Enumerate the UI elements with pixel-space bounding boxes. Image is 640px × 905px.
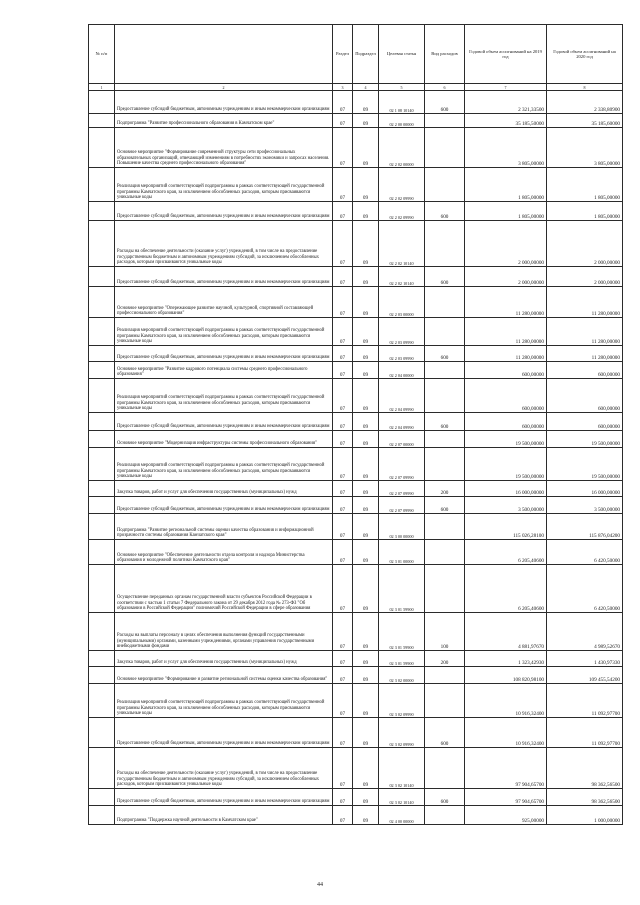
vid-cell bbox=[425, 748, 465, 789]
amount-2019-cell: 10 916,32400 bbox=[465, 684, 547, 718]
name-cell: Расходы на обеспечение деятельности (оказание услуг) учреждений, в том числе на предоставление государственным бюджетным и автономным учреждениям субсидий, за исключением обособленных расходов, которым присваиваются уникальные коды bbox=[115, 221, 333, 267]
num-cell bbox=[89, 481, 115, 497]
num-cell bbox=[89, 168, 115, 202]
amount-2020-cell: 1 000,00000 bbox=[547, 806, 623, 825]
razdel-cell: 07 bbox=[333, 267, 353, 287]
amount-2020-cell: 11 280,00000 bbox=[547, 318, 623, 346]
name-cell: Предоставление субсидий бюджетным, автономным учреждениям и иным некоммерческим организациям bbox=[115, 413, 333, 431]
table-row bbox=[89, 789, 623, 806]
amount-2019-cell: 115 026,28100 bbox=[465, 514, 547, 540]
vid-cell bbox=[425, 128, 465, 168]
num-cell bbox=[89, 267, 115, 287]
podrazdel-cell: 09 bbox=[353, 514, 379, 540]
podrazdel-cell: 09 bbox=[353, 221, 379, 267]
target-cell: 02 2 07 09990 bbox=[379, 448, 425, 481]
amount-2020-cell: 2 000,00000 bbox=[547, 221, 623, 267]
vid-cell bbox=[425, 318, 465, 346]
podrazdel-cell: 09 bbox=[353, 497, 379, 514]
num-cell bbox=[89, 287, 115, 318]
amount-2019-cell: 3 500,00000 bbox=[465, 497, 547, 514]
target-cell: 02 2 02 09990 bbox=[379, 168, 425, 202]
amount-2020-cell: 19 500,00000 bbox=[547, 448, 623, 481]
amount-2019-cell: 2 321,33500 bbox=[465, 91, 547, 114]
vid-cell: 600 bbox=[425, 718, 465, 748]
amount-2020-cell: 2 338,80900 bbox=[547, 91, 623, 114]
razdel-cell: 07 bbox=[333, 431, 353, 448]
target-cell: 02 2 02 00000 bbox=[379, 128, 425, 168]
vid-cell: 600 bbox=[425, 789, 465, 806]
num-cell bbox=[89, 128, 115, 168]
table-body bbox=[89, 91, 623, 825]
razdel-cell: 07 bbox=[333, 748, 353, 789]
razdel-cell: 07 bbox=[333, 540, 353, 565]
amount-2020-cell: 600,00000 bbox=[547, 379, 623, 413]
podrazdel-cell: 09 bbox=[353, 718, 379, 748]
table-row bbox=[89, 114, 623, 128]
table-row bbox=[89, 168, 623, 202]
podrazdel-cell: 09 bbox=[353, 202, 379, 221]
podrazdel-cell: 09 bbox=[353, 114, 379, 128]
vid-cell: 200 bbox=[425, 651, 465, 667]
num-cell bbox=[89, 684, 115, 718]
num-cell bbox=[89, 318, 115, 346]
table-row bbox=[89, 667, 623, 684]
amount-2019-cell: 97 904,65700 bbox=[465, 789, 547, 806]
podrazdel-cell: 09 bbox=[353, 267, 379, 287]
amount-2019-cell: 6 205,40600 bbox=[465, 540, 547, 565]
vid-cell bbox=[425, 565, 465, 613]
podrazdel-cell: 09 bbox=[353, 448, 379, 481]
num-cell bbox=[89, 789, 115, 806]
amount-2019-cell: 3 805,00000 bbox=[465, 128, 547, 168]
name-cell: Закупка товаров, работ и услуг для обеспечения государственных (муниципальных) нужд bbox=[115, 651, 333, 667]
table-row bbox=[89, 431, 623, 448]
amount-2019-cell: 97 904,65700 bbox=[465, 748, 547, 789]
amount-2019-cell: 600,00000 bbox=[465, 362, 547, 379]
table-header-row bbox=[89, 25, 623, 84]
razdel-cell: 07 bbox=[333, 346, 353, 362]
name-cell: Реализация мероприятий соответствующей подпрограммы в рамках соответствующей государственной программы Камчатского края, за исключением обособленных расходов, которым присваиваются уникальные коды bbox=[115, 318, 333, 346]
razdel-cell: 07 bbox=[333, 481, 353, 497]
amount-2020-cell: 3 500,00000 bbox=[547, 497, 623, 514]
podrazdel-cell: 09 bbox=[353, 667, 379, 684]
vid-cell: 600 bbox=[425, 346, 465, 362]
num-cell bbox=[89, 667, 115, 684]
amount-2019-cell: 16 000,00000 bbox=[465, 481, 547, 497]
amount-2020-cell: 11 092,97700 bbox=[547, 684, 623, 718]
num-cell bbox=[89, 540, 115, 565]
target-cell: 02 3 00 00000 bbox=[379, 514, 425, 540]
target-cell: 02 3 02 10140 bbox=[379, 748, 425, 789]
target-cell: 02 2 02 10140 bbox=[379, 221, 425, 267]
amount-2020-cell: 600,00000 bbox=[547, 362, 623, 379]
name-cell: Основное мероприятие "Формирование и развитие региональной системы оценки качества образования" bbox=[115, 667, 333, 684]
num-cell bbox=[89, 362, 115, 379]
table-row bbox=[89, 514, 623, 540]
name-cell: Реализация мероприятий соответствующей подпрограммы в рамках соответствующей государственной программы Камчатского края, за исключением обособленных расходов, которым присваиваются уникальные коды bbox=[115, 379, 333, 413]
amount-2019-cell: 11 280,00000 bbox=[465, 287, 547, 318]
razdel-cell: 07 bbox=[333, 168, 353, 202]
podrazdel-cell: 09 bbox=[353, 346, 379, 362]
amount-2019-cell: 1 323,42930 bbox=[465, 651, 547, 667]
razdel-cell: 07 bbox=[333, 114, 353, 128]
table-row bbox=[89, 346, 623, 362]
amount-2019-cell: 35 185,50000 bbox=[465, 114, 547, 128]
target-cell: 02 2 03 09990 bbox=[379, 346, 425, 362]
column-index-row bbox=[89, 84, 623, 91]
target-cell: 02 3 01 59900 bbox=[379, 651, 425, 667]
podrazdel-cell: 09 bbox=[353, 565, 379, 613]
num-cell bbox=[89, 221, 115, 267]
target-cell: 02 2 03 00000 bbox=[379, 287, 425, 318]
amount-2019-cell: 19 500,00000 bbox=[465, 431, 547, 448]
table-row bbox=[89, 128, 623, 168]
name-cell: Подпрограмма "Поддержка научной деятельности в Камчатском крае" bbox=[115, 806, 333, 825]
header-num: № п/п bbox=[89, 25, 115, 84]
podrazdel-cell: 09 bbox=[353, 748, 379, 789]
razdel-cell: 07 bbox=[333, 128, 353, 168]
amount-2019-cell: 1 805,00000 bbox=[465, 168, 547, 202]
target-cell: 02 2 07 09990 bbox=[379, 481, 425, 497]
vid-cell bbox=[425, 514, 465, 540]
header-podrazdel: Подраздел bbox=[353, 25, 379, 84]
podrazdel-cell: 09 bbox=[353, 128, 379, 168]
razdel-cell: 07 bbox=[333, 91, 353, 114]
table-row bbox=[89, 565, 623, 613]
amount-2019-cell: 1 805,00000 bbox=[465, 202, 547, 221]
amount-2020-cell: 1 805,00000 bbox=[547, 168, 623, 202]
num-cell bbox=[89, 497, 115, 514]
podrazdel-cell: 09 bbox=[353, 287, 379, 318]
table-row bbox=[89, 481, 623, 497]
table-row bbox=[89, 287, 623, 318]
target-cell: 02 2 00 00000 bbox=[379, 114, 425, 128]
name-cell: Подпрограмма "Развитие региональной системы оценки качества образования и информационной прозрачности системы образования Камчатского края" bbox=[115, 514, 333, 540]
amount-2020-cell: 2 000,00000 bbox=[547, 267, 623, 287]
name-cell: Расходы на обеспечение деятельности (оказание услуг) учреждений, в том числе на предоставление государственным бюджетным и автономным учреждениям субсидий, за исключением обособленных расходов, которым присваиваются уникальные коды bbox=[115, 748, 333, 789]
razdel-cell: 07 bbox=[333, 362, 353, 379]
target-cell: 02 2 04 09990 bbox=[379, 413, 425, 431]
razdel-cell: 07 bbox=[333, 202, 353, 221]
table-row bbox=[89, 748, 623, 789]
name-cell: Предоставление субсидий бюджетным, автономным учреждениям и иным некоммерческим организациям bbox=[115, 497, 333, 514]
amount-2020-cell: 98 362,56500 bbox=[547, 748, 623, 789]
vid-cell bbox=[425, 540, 465, 565]
vid-cell: 600 bbox=[425, 202, 465, 221]
name-cell: Основное мероприятие "Развитие кадрового потенциала системы среднего профессионального образования" bbox=[115, 362, 333, 379]
header-2020: Годовой объем ассигнований на 2020 год bbox=[547, 25, 623, 84]
amount-2020-cell: 3 805,00000 bbox=[547, 128, 623, 168]
target-cell: 02 3 02 09990 bbox=[379, 684, 425, 718]
amount-2019-cell: 600,00000 bbox=[465, 379, 547, 413]
podrazdel-cell: 09 bbox=[353, 789, 379, 806]
name-cell: Основное мероприятие "Опережающее развитие научной, культурной, спортивной составляющей профессионального образования" bbox=[115, 287, 333, 318]
target-cell: 02 2 04 00000 bbox=[379, 362, 425, 379]
name-cell: Предоставление субсидий бюджетным, автономным учреждениям и иным некоммерческим организациям bbox=[115, 789, 333, 806]
amount-2020-cell: 6 420,50000 bbox=[547, 565, 623, 613]
razdel-cell: 07 bbox=[333, 514, 353, 540]
num-cell bbox=[89, 514, 115, 540]
amount-2020-cell: 600,00000 bbox=[547, 413, 623, 431]
num-cell bbox=[89, 448, 115, 481]
table-row bbox=[89, 497, 623, 514]
header-target: Целевая статья bbox=[379, 25, 425, 84]
amount-2019-cell: 11 280,00000 bbox=[465, 346, 547, 362]
amount-2020-cell: 16 000,00000 bbox=[547, 481, 623, 497]
vid-cell: 600 bbox=[425, 267, 465, 287]
razdel-cell: 07 bbox=[333, 413, 353, 431]
header-razdel: Раздел bbox=[333, 25, 353, 84]
target-cell: 02 2 04 09990 bbox=[379, 379, 425, 413]
target-cell: 02 3 01 59900 bbox=[379, 565, 425, 613]
amount-2020-cell: 115 876,04200 bbox=[547, 514, 623, 540]
vid-cell bbox=[425, 448, 465, 481]
vid-cell bbox=[425, 379, 465, 413]
amount-2020-cell: 1 430,97330 bbox=[547, 651, 623, 667]
name-cell: Основное мероприятие "Обеспечение деятельности отдела контроля и надзора Министерства образования и молодежной политики Камчатского края" bbox=[115, 540, 333, 565]
amount-2019-cell: 925,00000 bbox=[465, 806, 547, 825]
amount-2019-cell: 108 820,98100 bbox=[465, 667, 547, 684]
num-cell bbox=[89, 379, 115, 413]
vid-cell: 600 bbox=[425, 413, 465, 431]
table-row bbox=[89, 540, 623, 565]
vid-cell bbox=[425, 287, 465, 318]
name-cell: Подпрограмма "Развитие профессионального образования в Камчатском крае" bbox=[115, 114, 333, 128]
column-index: 2 bbox=[115, 84, 333, 91]
target-cell: 02 2 07 09990 bbox=[379, 497, 425, 514]
razdel-cell: 07 bbox=[333, 806, 353, 825]
num-cell bbox=[89, 565, 115, 613]
amount-2019-cell: 600,00000 bbox=[465, 413, 547, 431]
razdel-cell: 07 bbox=[333, 651, 353, 667]
vid-cell bbox=[425, 431, 465, 448]
amount-2020-cell: 98 362,56500 bbox=[547, 789, 623, 806]
name-cell: Закупка товаров, работ и услуг для обеспечения государственных (муниципальных) нужд bbox=[115, 481, 333, 497]
razdel-cell: 07 bbox=[333, 448, 353, 481]
amount-2019-cell: 11 280,00000 bbox=[465, 318, 547, 346]
razdel-cell: 07 bbox=[333, 497, 353, 514]
vid-cell: 600 bbox=[425, 497, 465, 514]
amount-2020-cell: 19 500,00000 bbox=[547, 431, 623, 448]
razdel-cell: 07 bbox=[333, 613, 353, 651]
podrazdel-cell: 09 bbox=[353, 318, 379, 346]
name-cell: Реализация мероприятий соответствующей подпрограммы в рамках соответствующей государственной программы Камчатского края, за исключением обособленных расходов, которым присваиваются уникальные коды bbox=[115, 684, 333, 718]
razdel-cell: 07 bbox=[333, 718, 353, 748]
podrazdel-cell: 09 bbox=[353, 481, 379, 497]
table-row bbox=[89, 91, 623, 114]
target-cell: 02 2 03 09990 bbox=[379, 318, 425, 346]
table-row bbox=[89, 684, 623, 718]
vid-cell bbox=[425, 806, 465, 825]
podrazdel-cell: 09 bbox=[353, 362, 379, 379]
header-name bbox=[115, 25, 333, 84]
amount-2020-cell: 6 420,50000 bbox=[547, 540, 623, 565]
table-row bbox=[89, 379, 623, 413]
target-cell: 02 4 00 00000 bbox=[379, 806, 425, 825]
column-index: 8 bbox=[547, 84, 623, 91]
amount-2020-cell: 11 092,97700 bbox=[547, 718, 623, 748]
table-row bbox=[89, 806, 623, 825]
razdel-cell: 07 bbox=[333, 684, 353, 718]
target-cell: 02 1 08 10140 bbox=[379, 91, 425, 114]
podrazdel-cell: 09 bbox=[353, 168, 379, 202]
target-cell: 02 3 01 59900 bbox=[379, 613, 425, 651]
target-cell: 02 3 02 00000 bbox=[379, 667, 425, 684]
num-cell bbox=[89, 202, 115, 221]
name-cell: Предоставление субсидий бюджетным, автономным учреждениям и иным некоммерческим организациям bbox=[115, 346, 333, 362]
razdel-cell: 07 bbox=[333, 789, 353, 806]
podrazdel-cell: 09 bbox=[353, 379, 379, 413]
amount-2019-cell: 19 500,00000 bbox=[465, 448, 547, 481]
name-cell: Предоставление субсидий бюджетным, автономным учреждениям и иным некоммерческим организациям bbox=[115, 718, 333, 748]
table-row bbox=[89, 318, 623, 346]
vid-cell: 100 bbox=[425, 613, 465, 651]
amount-2020-cell: 109 455,54200 bbox=[547, 667, 623, 684]
column-index: 7 bbox=[465, 84, 547, 91]
column-index: 4 bbox=[353, 84, 379, 91]
target-cell: 02 2 07 00000 bbox=[379, 431, 425, 448]
vid-cell bbox=[425, 114, 465, 128]
amount-2020-cell: 1 805,00000 bbox=[547, 202, 623, 221]
num-cell bbox=[89, 651, 115, 667]
vid-cell bbox=[425, 684, 465, 718]
podrazdel-cell: 09 bbox=[353, 684, 379, 718]
num-cell bbox=[89, 806, 115, 825]
amount-2020-cell: 11 280,00000 bbox=[547, 346, 623, 362]
column-index: 1 bbox=[89, 84, 115, 91]
table-row bbox=[89, 202, 623, 221]
target-cell: 02 3 02 10140 bbox=[379, 789, 425, 806]
name-cell: Реализация мероприятий соответствующей подпрограммы в рамках соответствующей государственной программы Камчатского края, за исключением обособленных расходов, которым присваиваются уникальные коды bbox=[115, 448, 333, 481]
target-cell: 02 3 01 00000 bbox=[379, 540, 425, 565]
razdel-cell: 07 bbox=[333, 318, 353, 346]
podrazdel-cell: 09 bbox=[353, 431, 379, 448]
num-cell bbox=[89, 613, 115, 651]
podrazdel-cell: 09 bbox=[353, 806, 379, 825]
num-cell bbox=[89, 91, 115, 114]
num-cell bbox=[89, 431, 115, 448]
vid-cell bbox=[425, 667, 465, 684]
table-row bbox=[89, 651, 623, 667]
header-vid: Вид расходов bbox=[425, 25, 465, 84]
amount-2019-cell: 10 916,32400 bbox=[465, 718, 547, 748]
podrazdel-cell: 09 bbox=[353, 91, 379, 114]
num-cell bbox=[89, 748, 115, 789]
amount-2019-cell: 2 000,00000 bbox=[465, 221, 547, 267]
amount-2020-cell: 35 185,60000 bbox=[547, 114, 623, 128]
target-cell: 02 2 02 09990 bbox=[379, 202, 425, 221]
podrazdel-cell: 09 bbox=[353, 613, 379, 651]
name-cell: Реализация мероприятий соответствующей подпрограммы в рамках соответствующей государственной программы Камчатского края, за исключением обособленных расходов, которым присваиваются уникальные коды bbox=[115, 168, 333, 202]
table-row bbox=[89, 718, 623, 748]
num-cell bbox=[89, 114, 115, 128]
podrazdel-cell: 09 bbox=[353, 413, 379, 431]
page-number: 44 bbox=[317, 882, 323, 888]
vid-cell bbox=[425, 168, 465, 202]
amount-2019-cell: 4 881,97670 bbox=[465, 613, 547, 651]
vid-cell: 200 bbox=[425, 481, 465, 497]
vid-cell bbox=[425, 221, 465, 267]
razdel-cell: 07 bbox=[333, 287, 353, 318]
table-row bbox=[89, 362, 623, 379]
razdel-cell: 07 bbox=[333, 221, 353, 267]
name-cell: Предоставление субсидий бюджетным, автономным учреждениям и иным некоммерческим организациям bbox=[115, 202, 333, 221]
header-2019: Годовой объем ассигнований на 2019 год bbox=[465, 25, 547, 84]
num-cell bbox=[89, 718, 115, 748]
amount-2019-cell: 6 205,40600 bbox=[465, 565, 547, 613]
name-cell: Основное мероприятие "Модернизация инфраструктуры системы профессионального образования" bbox=[115, 431, 333, 448]
amount-2019-cell: 2 000,00000 bbox=[465, 267, 547, 287]
razdel-cell: 07 bbox=[333, 667, 353, 684]
name-cell: Основное мероприятие "Формирование современной структуры сети профессиональных образовательных организаций, отвечающей изменениям в потребностях экономики и запросах населения. Повышение качества среднего профессионального образования" bbox=[115, 128, 333, 168]
name-cell: Осуществление переданных органам государственной власти субъектов Российской Федерации в соответствии с частью 1 статьи 7 Федерального закона от 29 декабря 2012 года № 273-ФЗ "Об образовании в Российской Федерации" полномочий Российской Федерации в сфере образования bbox=[115, 565, 333, 613]
podrazdel-cell: 09 bbox=[353, 540, 379, 565]
table-row bbox=[89, 448, 623, 481]
name-cell: Предоставление субсидий бюджетным, автономным учреждениям и иным некоммерческим организациям bbox=[115, 267, 333, 287]
target-cell: 02 3 02 09990 bbox=[379, 718, 425, 748]
column-index: 3 bbox=[333, 84, 353, 91]
target-cell: 02 2 02 10140 bbox=[379, 267, 425, 287]
budget-table bbox=[88, 24, 623, 825]
table-row bbox=[89, 221, 623, 267]
amount-2020-cell: 4 989,52670 bbox=[547, 613, 623, 651]
num-cell bbox=[89, 413, 115, 431]
num-cell bbox=[89, 346, 115, 362]
column-index: 5 bbox=[379, 84, 425, 91]
razdel-cell: 07 bbox=[333, 379, 353, 413]
amount-2020-cell: 11 280,00000 bbox=[547, 287, 623, 318]
vid-cell bbox=[425, 362, 465, 379]
vid-cell: 600 bbox=[425, 91, 465, 114]
name-cell: Предоставление субсидий бюджетным, автономным учреждениям и иным некоммерческим организациям bbox=[115, 91, 333, 114]
table-row bbox=[89, 413, 623, 431]
podrazdel-cell: 09 bbox=[353, 651, 379, 667]
column-index: 6 bbox=[425, 84, 465, 91]
table-row bbox=[89, 267, 623, 287]
name-cell: Расходы на выплаты персоналу в целях обеспечения выполнения функций государственными (муниципальными) органами, казенными учреждениями, органами управления государственными внебюджетными фондами bbox=[115, 613, 333, 651]
razdel-cell: 07 bbox=[333, 565, 353, 613]
table-row bbox=[89, 613, 623, 651]
